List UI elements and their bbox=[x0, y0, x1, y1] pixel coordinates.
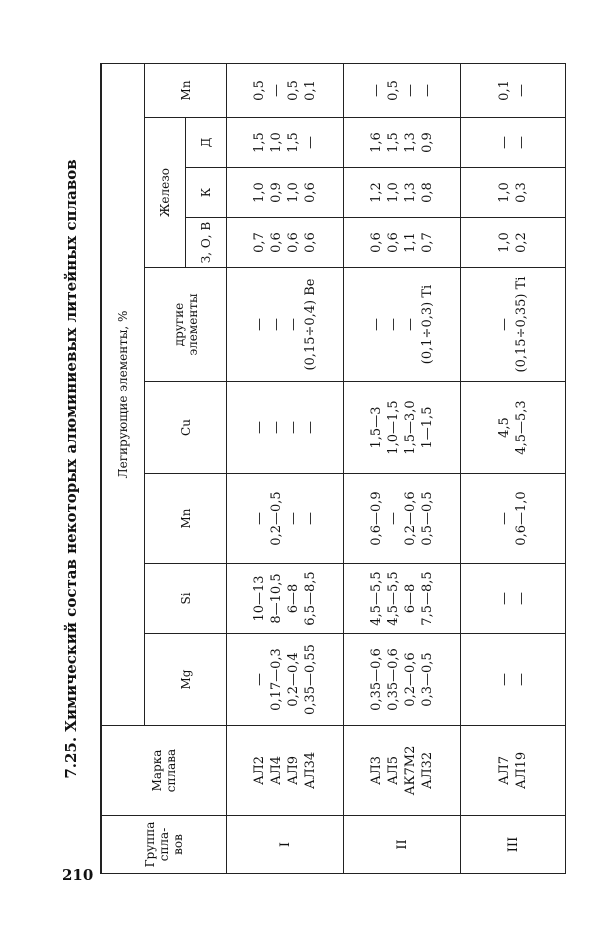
cell-value: — bbox=[369, 318, 384, 331]
cell-value: АЛ32 bbox=[420, 751, 435, 790]
iron-d-cell bbox=[227, 118, 344, 168]
cell-value: 1,6 bbox=[369, 132, 384, 153]
cell-value: 1,0 bbox=[386, 182, 401, 203]
cell-value: — bbox=[497, 512, 512, 525]
cell-value: 6,5—8,5 bbox=[303, 571, 318, 626]
cell-value: 0,8 bbox=[420, 182, 435, 203]
cell-value: — bbox=[514, 136, 529, 149]
cell-value: 0,6 bbox=[269, 232, 284, 253]
cell-value: 1,5—3,0 bbox=[403, 400, 418, 455]
mn-cell bbox=[227, 474, 344, 564]
cell-value: 0,35—0,6 bbox=[369, 648, 384, 711]
header-mn-last: Mn bbox=[145, 63, 227, 117]
other-cell bbox=[461, 268, 566, 382]
cell-value: 1,5 bbox=[286, 132, 301, 153]
cell-value: — bbox=[286, 318, 301, 331]
cell-value: 0,3 bbox=[514, 182, 529, 203]
mg-cell bbox=[227, 634, 344, 726]
cu-cell bbox=[227, 382, 344, 474]
cell-value: — bbox=[497, 592, 512, 605]
header-iron: Железо bbox=[145, 118, 186, 268]
cell-value: — bbox=[286, 512, 301, 525]
cell-value: 0,3—0,5 bbox=[420, 652, 435, 707]
cell-value: 1,5—3 bbox=[369, 406, 384, 449]
cell-value: — bbox=[303, 136, 318, 149]
cell-value: 6—8 bbox=[286, 583, 301, 614]
cell-value: 0,6—0,9 bbox=[369, 491, 384, 546]
cell-value: 0,2—0,4 bbox=[286, 652, 301, 707]
cell-value: 0,5 bbox=[286, 80, 301, 101]
iron-k-cell bbox=[461, 168, 566, 218]
si-cell bbox=[461, 564, 566, 634]
cell-value: — bbox=[252, 318, 267, 331]
cell-value: 0,6 bbox=[286, 232, 301, 253]
cell-value: 0,35—0,6 bbox=[386, 648, 401, 711]
cell-value: 1,3 bbox=[403, 182, 418, 203]
cell-value: — bbox=[386, 318, 401, 331]
si-cell bbox=[344, 564, 461, 634]
cell-value: 0,7 bbox=[420, 232, 435, 253]
cell-value: (0,15÷0,4) Be bbox=[303, 278, 318, 371]
cell-value: — bbox=[252, 512, 267, 525]
cell-value: 4,5—5,5 bbox=[369, 571, 384, 626]
mn-last-cell bbox=[344, 63, 461, 117]
cell-value: 0,17—0,3 bbox=[269, 648, 284, 711]
cell-value: 1,0 bbox=[497, 232, 512, 253]
cell-value: — bbox=[252, 421, 267, 434]
header-si: Si bbox=[145, 564, 227, 634]
cell-value: 0,6—1,0 bbox=[514, 491, 529, 546]
header-group: Группа спла-вов bbox=[101, 816, 227, 874]
cell-value: 0,5 bbox=[386, 80, 401, 101]
header-iron-z: З, О, В bbox=[186, 218, 227, 268]
header-iron-k: К bbox=[186, 168, 227, 218]
table-row bbox=[344, 63, 461, 873]
header-other-elements: другие элементы bbox=[145, 268, 227, 382]
cell-value: 1—1,5 bbox=[420, 406, 435, 449]
cell-value: 1,3 bbox=[403, 132, 418, 153]
cell-value: 0,2—0,6 bbox=[403, 491, 418, 546]
mn-last-cell bbox=[461, 63, 566, 117]
iron-z-cell bbox=[461, 218, 566, 268]
cell-value: АЛ3 bbox=[369, 756, 384, 785]
cell-value: 1,0 bbox=[252, 182, 267, 203]
cell-value: — bbox=[497, 318, 512, 331]
cell-value: АЛ34 bbox=[303, 751, 318, 790]
cell-value: АК7М2 bbox=[403, 745, 418, 796]
mn-last-cell bbox=[227, 63, 344, 117]
header-alloying-elements: Легирующие элементы, % bbox=[101, 63, 145, 725]
header-mn: Mn bbox=[145, 474, 227, 564]
cell-value: 1,0 bbox=[286, 182, 301, 203]
cell-value: 0,2—0,6 bbox=[403, 652, 418, 707]
cell-value: — bbox=[497, 136, 512, 149]
cell-value: АЛ4 bbox=[269, 756, 284, 785]
cell-value: 4,5 bbox=[497, 417, 512, 438]
cell-value: — bbox=[269, 318, 284, 331]
cell-value: — bbox=[286, 421, 301, 434]
cell-value: 0,6 bbox=[303, 232, 318, 253]
cu-cell bbox=[461, 382, 566, 474]
cell-value: АЛ19 bbox=[514, 751, 529, 790]
cell-value: 0,2—0,5 bbox=[269, 491, 284, 546]
cell-value: — bbox=[514, 83, 529, 97]
group-cell: II bbox=[344, 816, 461, 874]
cell-value: — bbox=[420, 83, 435, 97]
cell-value: 4,5—5,5 bbox=[386, 571, 401, 626]
mn-cell bbox=[461, 474, 566, 564]
cell-value: 0,6 bbox=[369, 232, 384, 253]
iron-z-cell bbox=[227, 218, 344, 268]
group-cell: I bbox=[227, 816, 344, 874]
cell-value: АЛ5 bbox=[386, 756, 401, 785]
cell-value: 8—10,5 bbox=[269, 573, 284, 624]
iron-d-cell bbox=[461, 118, 566, 168]
table-row bbox=[227, 63, 344, 873]
cell-value: 0,1 bbox=[303, 80, 318, 101]
cell-value: 1,0—1,5 bbox=[386, 400, 401, 455]
cell-value: АЛ9 bbox=[286, 756, 301, 785]
grade-cell bbox=[344, 726, 461, 816]
group-cell: III bbox=[461, 816, 566, 874]
cell-value: 0,5 bbox=[252, 80, 267, 101]
cell-value: — bbox=[403, 318, 418, 331]
other-cell bbox=[344, 268, 461, 382]
page-number: 210 bbox=[62, 866, 94, 884]
cell-value: — bbox=[386, 512, 401, 525]
cell-value: 7,5—8,5 bbox=[420, 571, 435, 626]
cell-value: — bbox=[369, 83, 384, 97]
cell-value: 1,0 bbox=[497, 182, 512, 203]
cell-value: 0,6 bbox=[303, 182, 318, 203]
cell-value: 0,2 bbox=[514, 232, 529, 253]
header-iron-d: Д bbox=[186, 118, 227, 168]
cell-value: 0,5—0,5 bbox=[420, 491, 435, 546]
cell-value: 0,9 bbox=[269, 182, 284, 203]
iron-d-cell bbox=[344, 118, 461, 168]
cell-value: 4,5—5,3 bbox=[514, 400, 529, 455]
cell-value: (0,15÷0,35) Ti bbox=[514, 276, 529, 373]
header-grade: Марка сплава bbox=[101, 726, 227, 816]
cell-value: — bbox=[269, 421, 284, 434]
grade-cell bbox=[461, 726, 566, 816]
cell-value: — bbox=[403, 83, 418, 97]
alloy-composition-table bbox=[100, 63, 566, 874]
cell-value: 0,35—0,55 bbox=[303, 644, 318, 715]
rotated-table-page bbox=[60, 64, 530, 874]
cell-value: — bbox=[497, 673, 512, 686]
cell-value: 1,1 bbox=[403, 232, 418, 253]
cell-value: 1,5 bbox=[386, 132, 401, 153]
cell-value: 1,2 bbox=[369, 182, 384, 203]
mg-cell bbox=[461, 634, 566, 726]
mg-cell bbox=[344, 634, 461, 726]
cell-value: — bbox=[269, 83, 284, 97]
cell-value: 0,1 bbox=[497, 80, 512, 101]
other-cell bbox=[227, 268, 344, 382]
cell-value: АЛ7 bbox=[497, 756, 512, 785]
table-body bbox=[227, 63, 566, 873]
cell-value: 0,7 bbox=[252, 232, 267, 253]
iron-k-cell bbox=[227, 168, 344, 218]
cell-value: 6—8 bbox=[403, 583, 418, 614]
cell-value: — bbox=[252, 673, 267, 686]
cell-value: — bbox=[303, 421, 318, 434]
cell-value: 1,5 bbox=[252, 132, 267, 153]
cell-value: 0,9 bbox=[420, 132, 435, 153]
iron-z-cell bbox=[344, 218, 461, 268]
cell-value: — bbox=[514, 592, 529, 605]
cell-value: — bbox=[303, 512, 318, 525]
cell-value: 10—13 bbox=[252, 575, 267, 622]
mn-cell bbox=[344, 474, 461, 564]
si-cell bbox=[227, 564, 344, 634]
cell-value: АЛ2 bbox=[252, 756, 267, 785]
cell-value: 0,6 bbox=[386, 232, 401, 253]
cell-value: 1,0 bbox=[269, 132, 284, 153]
header-mg: Mg bbox=[145, 634, 227, 726]
iron-k-cell bbox=[344, 168, 461, 218]
table-title: 7.25. Химический состав некоторых алюминиевых литейных сплавов bbox=[62, 159, 80, 779]
table-row bbox=[461, 63, 566, 873]
header-cu: Cu bbox=[145, 382, 227, 474]
cell-value: — bbox=[514, 673, 529, 686]
cell-value: (0,1÷0,3) Ti bbox=[420, 284, 435, 365]
cu-cell bbox=[344, 382, 461, 474]
grade-cell bbox=[227, 726, 344, 816]
